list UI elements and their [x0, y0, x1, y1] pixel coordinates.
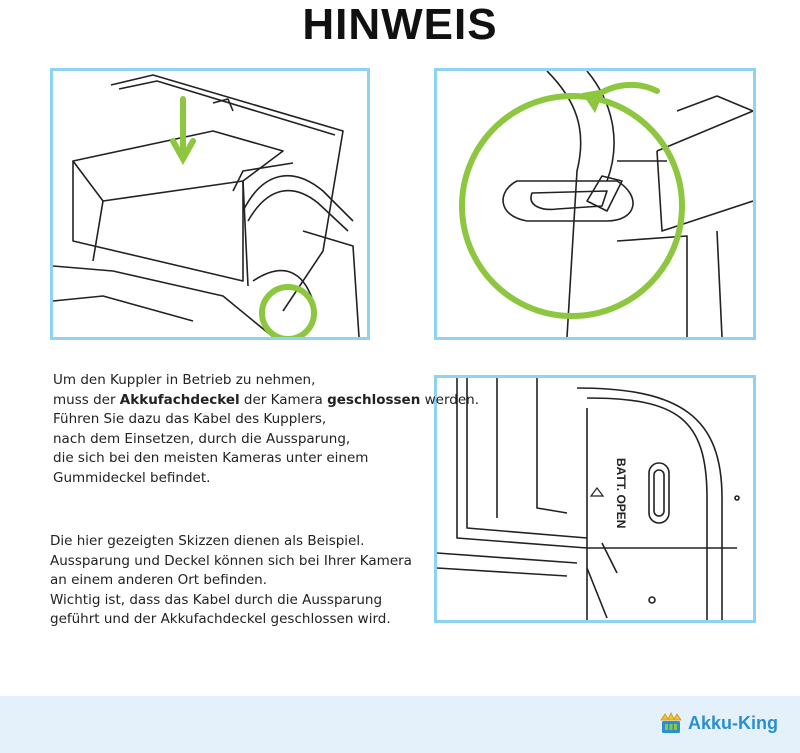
- text-line: Die hier gezeigten Skizzen dienen als Beispiel.: [50, 533, 365, 549]
- battery-door-drawing: [437, 378, 753, 620]
- green-highlight-circle: [262, 287, 314, 337]
- instruction-paragraph-2: [50, 532, 420, 630]
- text-line: Gummideckel befindet.: [53, 469, 211, 486]
- text-line: Führen Sie dazu das Kabel des Kupplers,: [53, 411, 327, 427]
- footer-bar: [0, 696, 800, 753]
- rubber-cover-drawing: [437, 71, 753, 337]
- triangle-icon: [591, 488, 603, 496]
- text-line: Aussparung und Deckel können sich bei Ihrer Kamera: [50, 552, 412, 569]
- text-line: Wichtig ist, dass das Kabel durch die Aussparung: [50, 591, 383, 608]
- text-line: muss der Akkufachdeckel der Kamera geschlossen werden.: [53, 391, 480, 408]
- battery-insert-drawing: [53, 71, 367, 337]
- crown-battery-icon: [658, 710, 684, 736]
- illustration-rubber-cover: [434, 68, 756, 340]
- green-highlight-circle: [462, 96, 682, 316]
- text-line: nach dem Einsetzen, durch die Aussparung,: [53, 430, 351, 447]
- page-title: HINWEIS: [302, 0, 498, 49]
- brand-name: Akku-King: [688, 712, 778, 733]
- text-line: die sich bei den meisten Kameras unter einem: [53, 450, 369, 466]
- bold-term: geschlossen: [327, 391, 421, 408]
- illustration-battery-insert: [50, 68, 370, 340]
- text-line: an einem anderen Ort befinden.: [50, 572, 268, 588]
- green-arrow: [173, 99, 193, 159]
- text-line: Um den Kuppler in Betrieb zu nehmen,: [53, 372, 316, 388]
- bold-term: Akkufachdeckel: [119, 391, 240, 408]
- illustration-battery-door: [434, 375, 756, 623]
- batt-open-label: BATT. OPEN: [614, 458, 628, 529]
- text-line: geführt und der Akkufachdeckel geschlossen wird.: [50, 611, 391, 627]
- brand-logo: [658, 710, 778, 736]
- instruction-paragraph-1: [53, 371, 480, 488]
